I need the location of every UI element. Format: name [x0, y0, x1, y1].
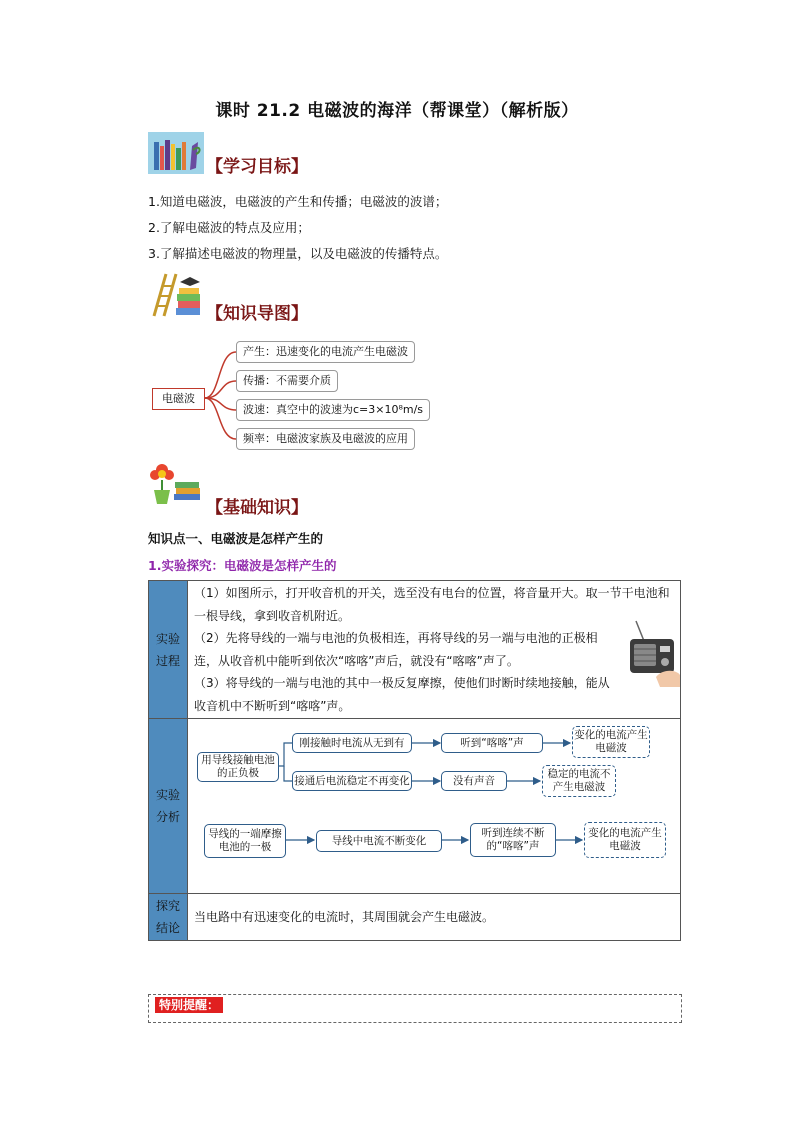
ladder-books-icon — [148, 270, 204, 318]
flow-c2: 听到连续不断的“喀喀”声 — [470, 823, 556, 857]
objective-item: 3.了解描述电磁波的物理量，以及电磁波的传播特点。 — [148, 246, 448, 261]
process-line: （3）将导线的一端与电池的其中一极反复摩擦，使他们时断时续地接触，能从 — [194, 676, 610, 690]
flow-a1: 刚接触时电流从无到有 — [292, 733, 412, 753]
books-icon — [148, 132, 204, 174]
analysis-flowchart — [188, 719, 681, 894]
process-line: 连，从收音机中能听到依次“喀喀”声后，就没有“喀喀”声了。 — [194, 653, 519, 668]
mind-map — [148, 335, 424, 455]
flow-c3: 变化的电流产生电磁波 — [584, 822, 666, 858]
process-label: 实验 过程 — [149, 581, 188, 719]
flow-b3: 稳定的电流不产生电磁波 — [542, 765, 616, 797]
flower-pot-icon — [148, 460, 204, 508]
mindmap-root: 电磁波 — [152, 388, 205, 410]
mindmap-branch: 产生：迅速变化的电流产生电磁波 — [236, 341, 415, 363]
objective-item: 1.知道电磁波，电磁波的产生和传播；电磁波的波谱； — [148, 194, 448, 209]
process-cell — [188, 581, 681, 719]
process-line: （2）先将导线的一端与电池的负极相连，再将导线的另一端与电池的正极相 — [194, 631, 598, 645]
flow-a2: 听到“喀喀”声 — [441, 733, 543, 753]
process-line: （1）如图所示，打开收音机的开关，选至没有电台的位置，将音量开大。取一节干电池和 — [194, 586, 670, 600]
objectives-heading: 【学习目标】 — [206, 157, 308, 177]
page-title: 课时 21.2 电磁波的海洋（帮课堂）（解析版） — [215, 101, 579, 121]
experiment-table — [148, 580, 681, 941]
special-reminder-label: 特别提醒： — [155, 997, 223, 1013]
flow-b2: 没有声音 — [441, 771, 507, 791]
special-reminder-box — [148, 994, 682, 1023]
conclusion-text: 当电路中有迅速变化的电流时，其周围就会产生电磁波。 — [188, 894, 681, 941]
mindmap-branch: 频率：电磁波家族及电磁波的应用 — [236, 428, 415, 450]
basics-heading: 【基础知识】 — [206, 498, 308, 518]
knowledge-point-title: 知识点一、电磁波是怎样产生的 — [148, 531, 324, 546]
flow-c1: 导线中电流不断变化 — [316, 830, 442, 852]
flow-start-a: 用导线接触电池的正负极 — [197, 752, 279, 782]
mindmap-branch: 波速：真空中的波速为c=3×10⁸m/s — [236, 399, 430, 421]
process-line: 一根导线，拿到收音机附近。 — [194, 608, 351, 623]
mindmap-heading: 【知识导图】 — [206, 304, 308, 324]
mindmap-branch: 传播：不需要介质 — [236, 370, 338, 392]
flow-b1: 接通后电流稳定不再变化 — [292, 771, 412, 791]
flow-start-c: 导线的一端摩擦电池的一极 — [204, 824, 286, 858]
objective-item: 2.了解电磁波的特点及应用； — [148, 220, 310, 235]
process-line: 收音机中不断听到“喀喀”声。 — [194, 698, 351, 713]
experiment-heading: 1.实验探究：电磁波是怎样产生的 — [148, 558, 337, 573]
radio-image — [616, 619, 680, 687]
analysis-label: 实验 分析 — [149, 719, 188, 894]
flow-a3: 变化的电流产生电磁波 — [572, 726, 650, 758]
conclusion-label: 探究 结论 — [149, 894, 188, 941]
